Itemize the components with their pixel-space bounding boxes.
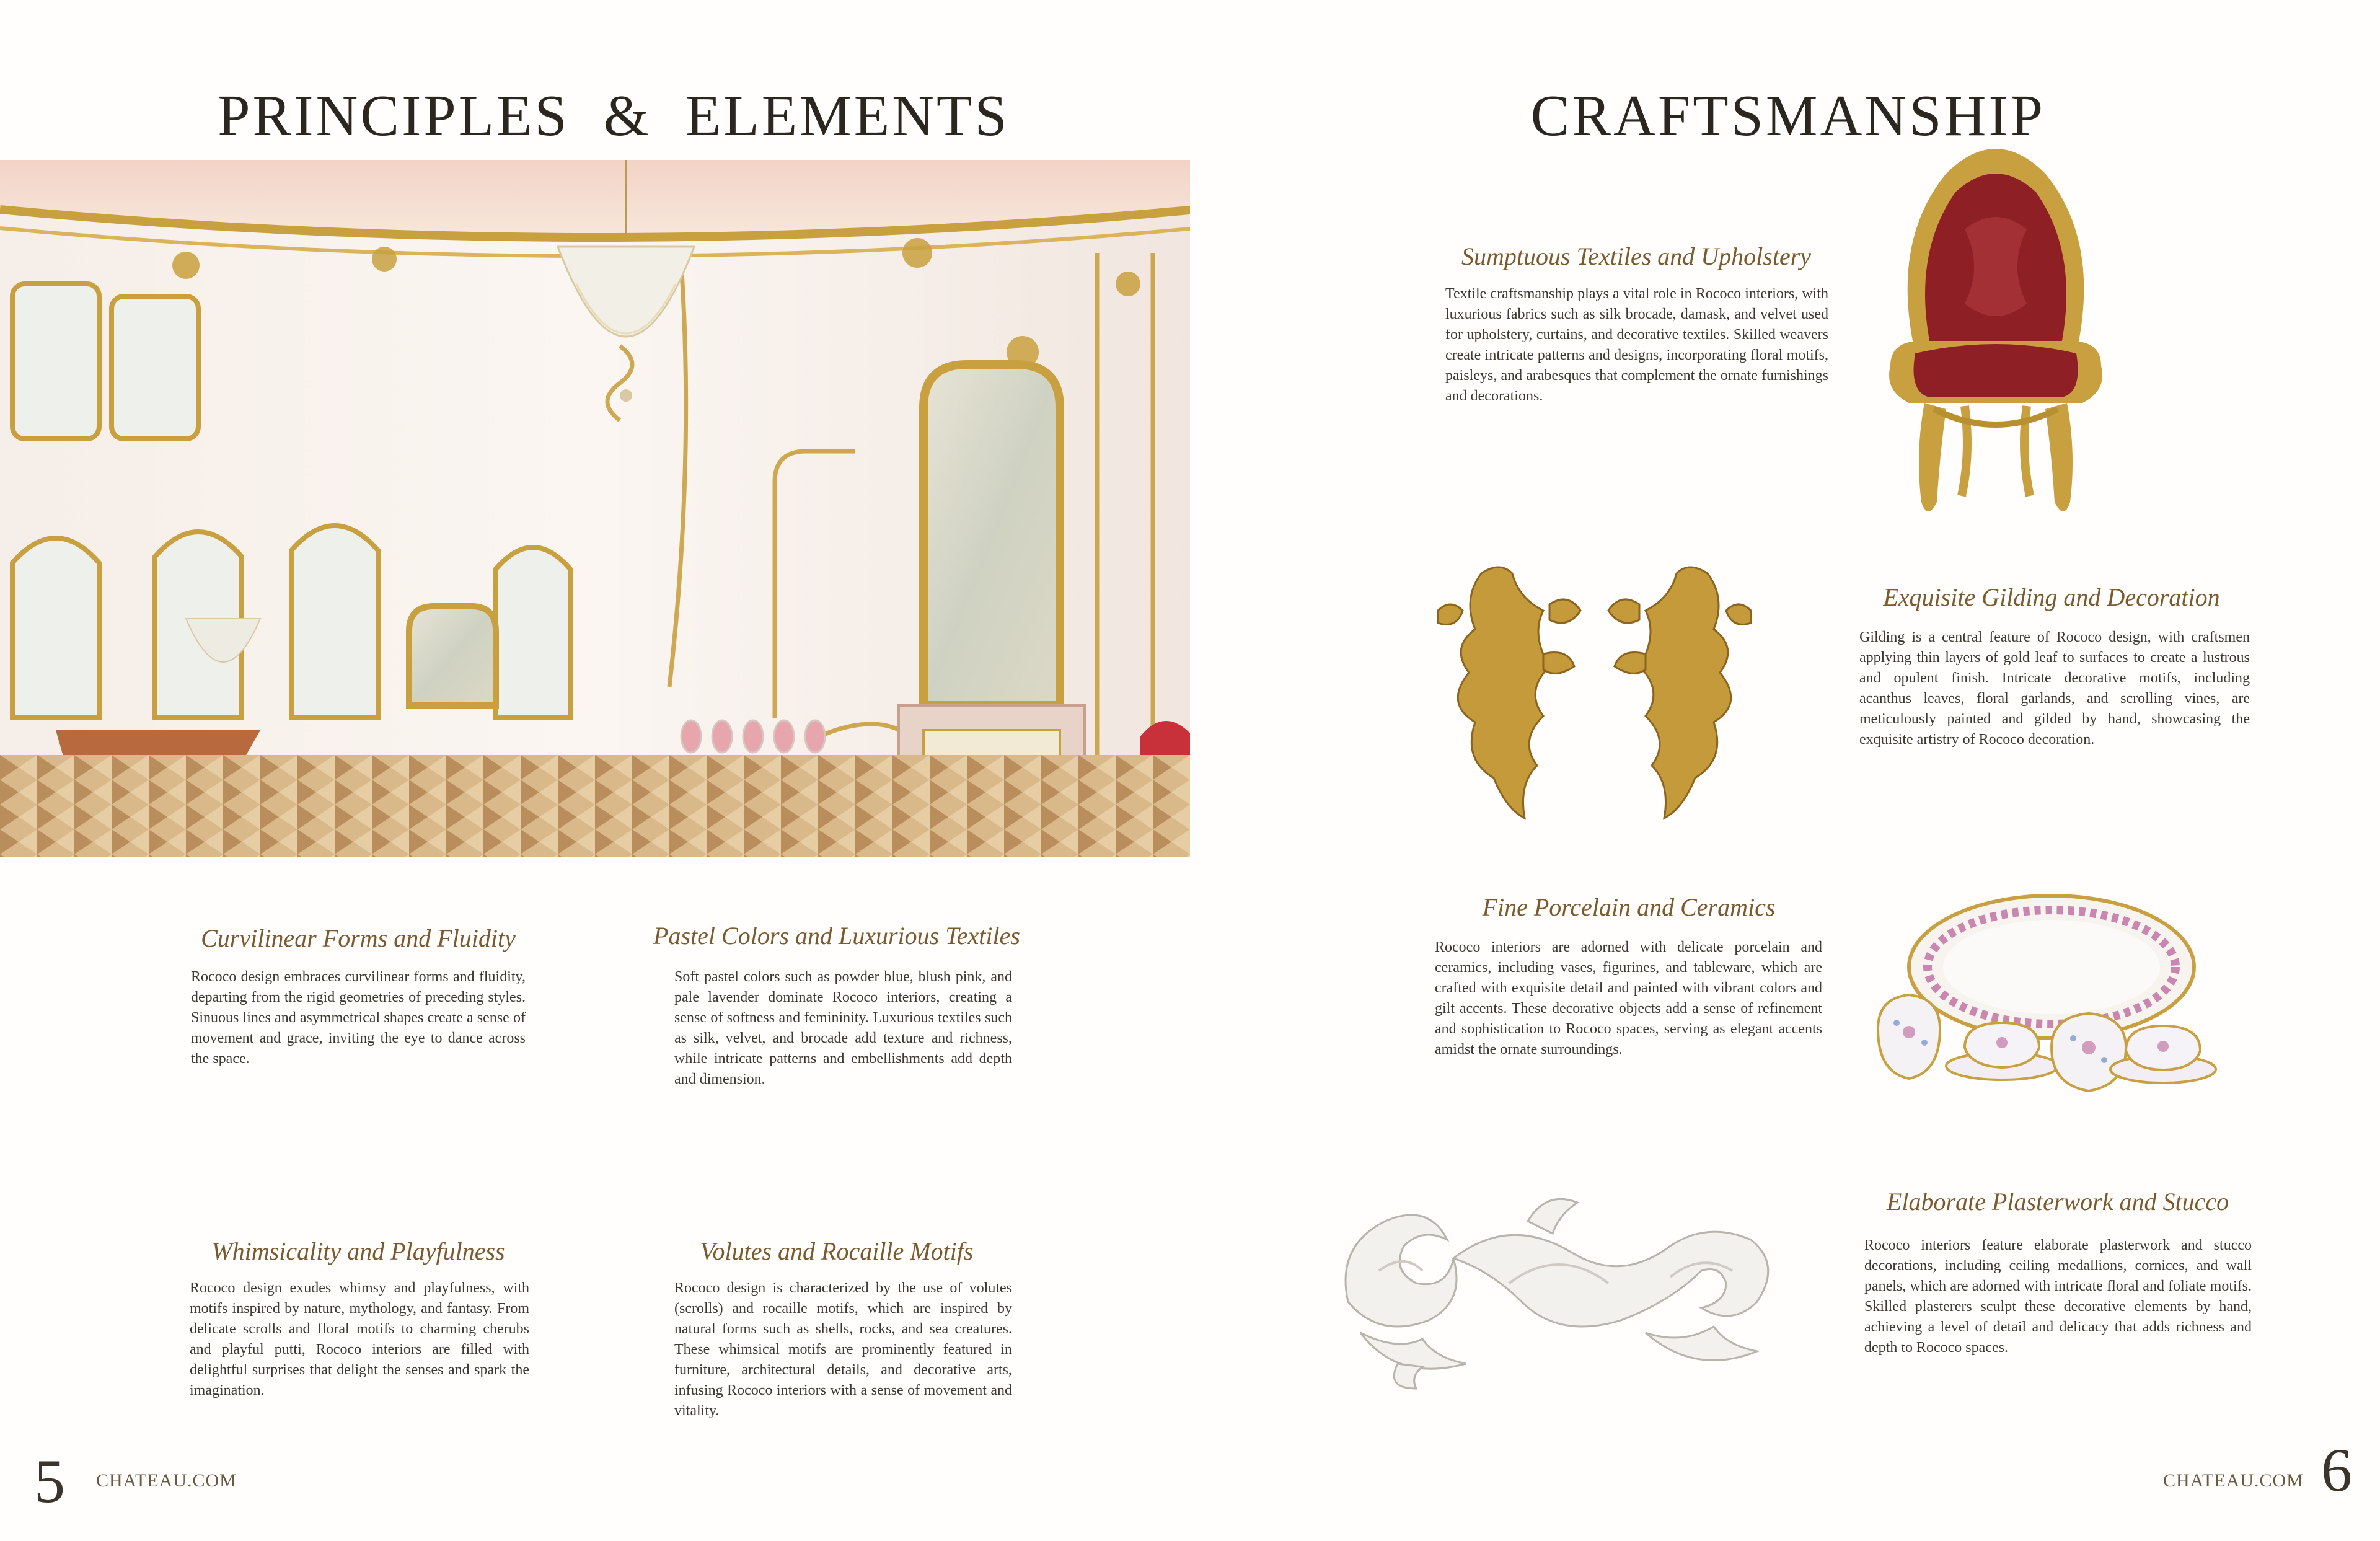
section-text-porcelain: Rococo interiors are adorned with delicate porcelain and ceramics, including vases, figurines, and tableware, which are crafted with exquisite detail and painted with vibrant colors and gilt accents. These decorative objects add a sense of refinement and sophistication to Rococo spaces, serving as elegant accents amidst the ornate surroundings.: [1435, 939, 1822, 1058]
page-title-craftsmanship: CRAFTSMANSHIP: [1530, 84, 2045, 148]
section-heading-textiles: Sumptuous Textiles and Upholstery: [1461, 242, 1812, 270]
armchair-image: [1878, 130, 2113, 527]
section-text-plaster: Rococo interiors feature elaborate plasterwork and stucco decorations, including ceiling medallions, cornices, and wall panels, which are adorned with intricate floral and foliate motifs. Skilled plasterers sculpt these decorative elements by hand, achieving a level of detail and delicacy that adds richness and depth to Rococo spaces.: [1864, 1237, 2252, 1356]
footer-site-right: CHATEAU.COM: [2163, 1470, 2304, 1491]
section-text-volutes: Rococo design is characterized by the use of volutes (scrolls) and rocaille motifs, which are inspired by natural forms such as shells, rocks, and sea creatures. These whimsical motifs are prominently featured in furniture, architectural details, and decorative arts, infusing Rococo interiors with a sense of movement and vitality.: [674, 1280, 1012, 1419]
section-heading-volutes: Volutes and Rocaille Motifs: [700, 1237, 974, 1265]
section-text-gilding: Gilding is a central feature of Rococo design, with craftsmen applying thin layers of gold leaf to surfaces to create a lustrous and opulent finish. Intricate decorative motifs, including acanthus leaves, floral garlands, and scrolling vines, are meticulously painted and gilded by hand, showcasing the exquisite artistry of Rococo decoration.: [1859, 629, 2250, 748]
section-heading-plaster: Elaborate Plasterwork and Stucco: [1886, 1188, 2229, 1216]
sconces-image: [1426, 561, 1763, 824]
section-heading-porcelain: Fine Porcelain and Ceramics: [1482, 893, 1776, 921]
section-heading-curvilinear: Curvilinear Forms and Fluidity: [201, 924, 516, 952]
section-text-curvilinear: Rococo design embraces curvilinear forms and fluidity, departing from the rigid geometries of preceding styles. Sinuous lines and asymmetrical shapes create a sense of movement and grace, inviting the eye to dance across the space.: [191, 969, 526, 1067]
porcelain-image: [1866, 880, 2219, 1103]
page-number-left: 5: [34, 1447, 65, 1516]
page-title-principles: PRINCIPLES & ELEMENTS: [218, 84, 1010, 148]
section-heading-pastel: Pastel Colors and Luxurious Textiles: [653, 922, 1020, 950]
footer-site-left: CHATEAU.COM: [96, 1470, 237, 1491]
plaster-ornament-image: [1323, 1178, 1785, 1392]
right-page: [1190, 0, 2380, 1541]
section-heading-gilding: Exquisite Gilding and Decoration: [1883, 583, 2220, 611]
section-text-textiles: Textile craftsmanship plays a vital role in Rococo interiors, with luxurious fabrics such as silk brocade, damask, and velvet used for upholstery, curtains, and decorative textiles. Skilled weavers create intricate patterns and designs, incorporating floral motifs, paisleys, and arabesques that complement the ornate furnishings and decorations.: [1445, 286, 1828, 404]
section-text-whimsicality: Rococo design exudes whimsy and playfulness, with motifs inspired by nature, mythology, and fantasy. From delicate scrolls and floral motifs to charming cherubs and playful putti, Rococo interiors are filled with delightful surprises that delight the senses and spark the imagination.: [190, 1280, 529, 1398]
ballroom-photo: [0, 160, 1196, 857]
section-heading-whimsicality: Whimsicality and Playfulness: [211, 1237, 505, 1265]
section-text-pastel: Soft pastel colors such as powder blue, blush pink, and pale lavender dominate Rococo interiors, creating a sense of softness and femininity. Luxurious textiles such as silk, velvet, and brocade add texture and richness, while intricate patterns and embellishments add depth and dimension.: [674, 969, 1012, 1087]
page-number-right: 6: [2321, 1436, 2352, 1504]
